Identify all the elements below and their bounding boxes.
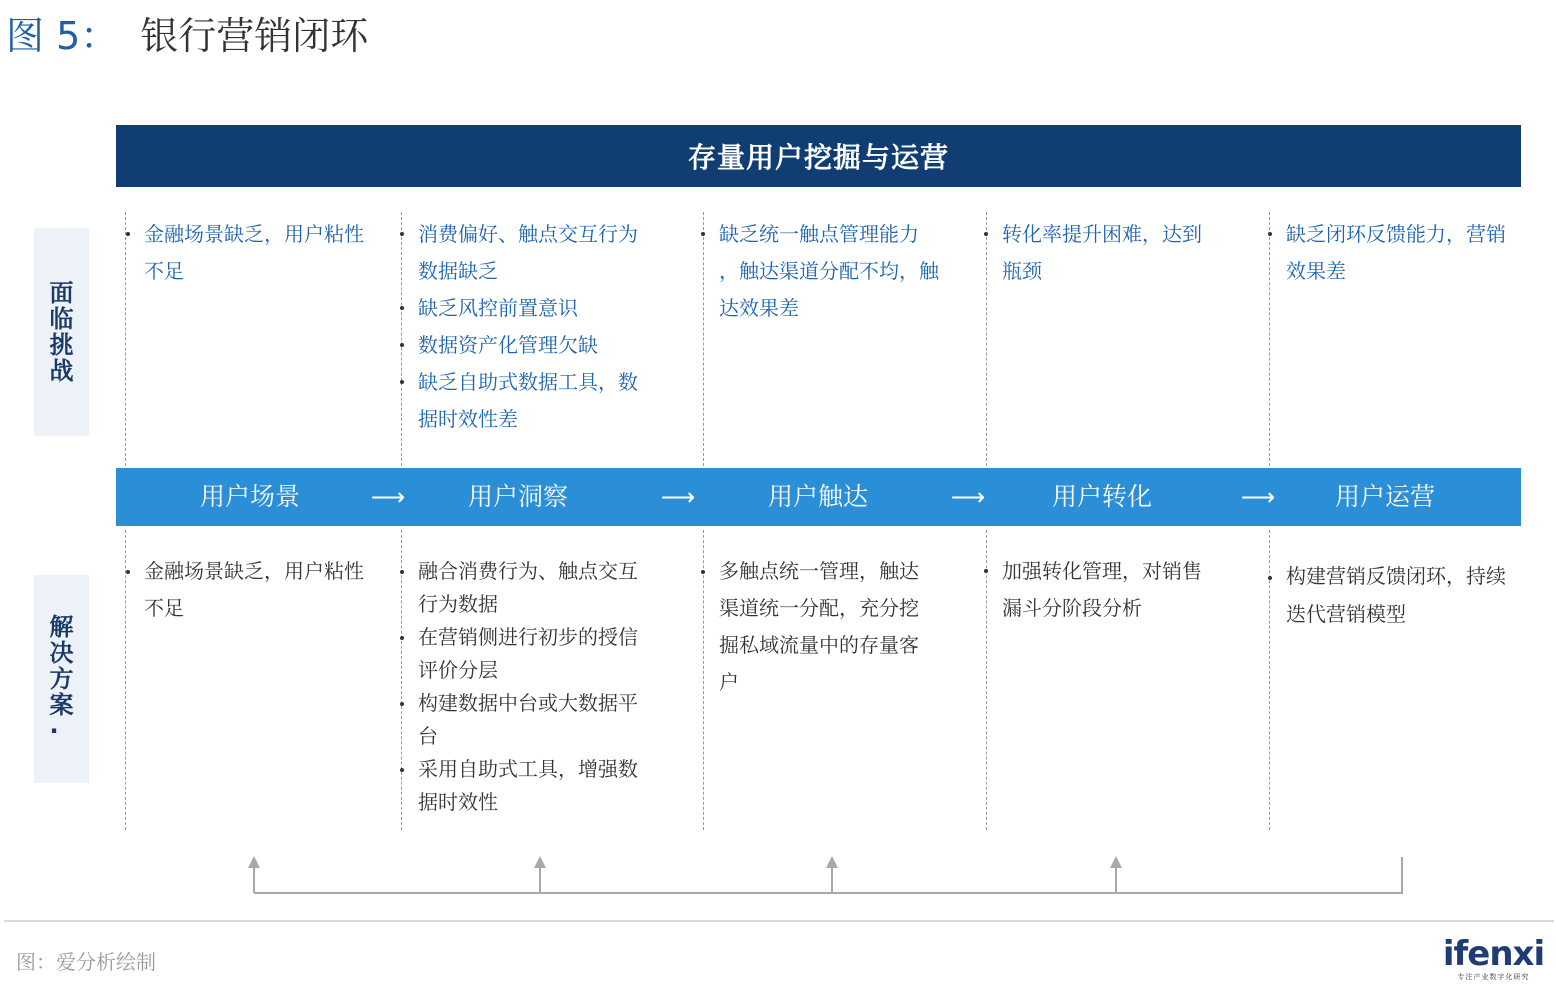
footer-divider	[4, 920, 1554, 922]
challenge-item: 转化率提升困难，达到 瓶颈	[1002, 216, 1252, 290]
arrow-up-icon	[826, 856, 838, 868]
arrow-right-icon: ⟶	[660, 483, 696, 511]
solution-item: 在营销侧进行初步的授信 评价分层	[418, 621, 683, 687]
logo-slogan: 专注产业数字化研究	[1457, 973, 1530, 981]
top-banner: 存量用户挖掘与运营	[116, 125, 1521, 187]
figure-name: 银行营销闭环	[140, 14, 369, 58]
challenge-item: 金融场景缺乏，用户粘性 不足	[144, 216, 389, 290]
feedback-loop-line	[254, 857, 1402, 893]
stage-user-insight: 用户洞察	[467, 482, 569, 511]
side-label-solutions-text: 解 决 方 案 ·	[49, 613, 74, 745]
side-label-challenges-text: 面 临 挑 战	[49, 279, 74, 385]
arrow-right-icon: ⟶	[1240, 483, 1276, 511]
challenge-item: 缺乏风控前置意识	[418, 290, 683, 327]
stage-user-operation: 用户运营	[1334, 482, 1436, 511]
stage-user-reach: 用户触达	[767, 482, 869, 511]
solution-item: 构建数据中台或大数据平 台	[418, 687, 683, 753]
logo-brand: ifenxi	[1442, 934, 1545, 974]
arrow-right-icon: ⟶	[370, 483, 406, 511]
arrow-up-icon	[248, 856, 260, 868]
solution-item: 加强转化管理，对销售 漏斗分阶段分析	[1002, 553, 1252, 627]
challenge-item: 消费偏好、触点交互行为 数据缺乏	[418, 216, 683, 290]
challenge-item: 数据资产化管理欠缺	[418, 327, 683, 364]
arrow-up-icon	[534, 856, 546, 868]
solution-item: 采用自助式工具，增强数 据时效性	[418, 753, 683, 819]
solution-item: 多触点统一管理，触达 渠道统一分配，充分挖 掘私域流量中的存量客 户	[719, 553, 969, 701]
solution-item: 金融场景缺乏，用户粘性 不足	[144, 553, 389, 627]
solution-item: 构建营销反馈闭环，持续 迭代营销模型	[1286, 557, 1536, 633]
solution-item: 融合消费行为、触点交互 行为数据	[418, 555, 683, 621]
arrow-right-icon: ⟶	[950, 483, 986, 511]
arrow-up-icon	[1110, 856, 1122, 868]
challenge-item: 缺乏自助式数据工具，数 据时效性差	[418, 364, 683, 438]
challenge-item: 缺乏闭环反馈能力，营销 效果差	[1286, 216, 1536, 290]
stage-user-conversion: 用户转化	[1051, 482, 1153, 511]
stage-user-scene: 用户场景	[199, 482, 301, 511]
figure-number: 图 5：	[6, 14, 119, 58]
challenge-item: 缺乏统一触点管理能力 ，触达渠道分配不均，触 达效果差	[719, 216, 969, 327]
source-note: 图：爱分析绘制	[16, 950, 156, 974]
ifenxi-logo	[1441, 936, 1546, 982]
